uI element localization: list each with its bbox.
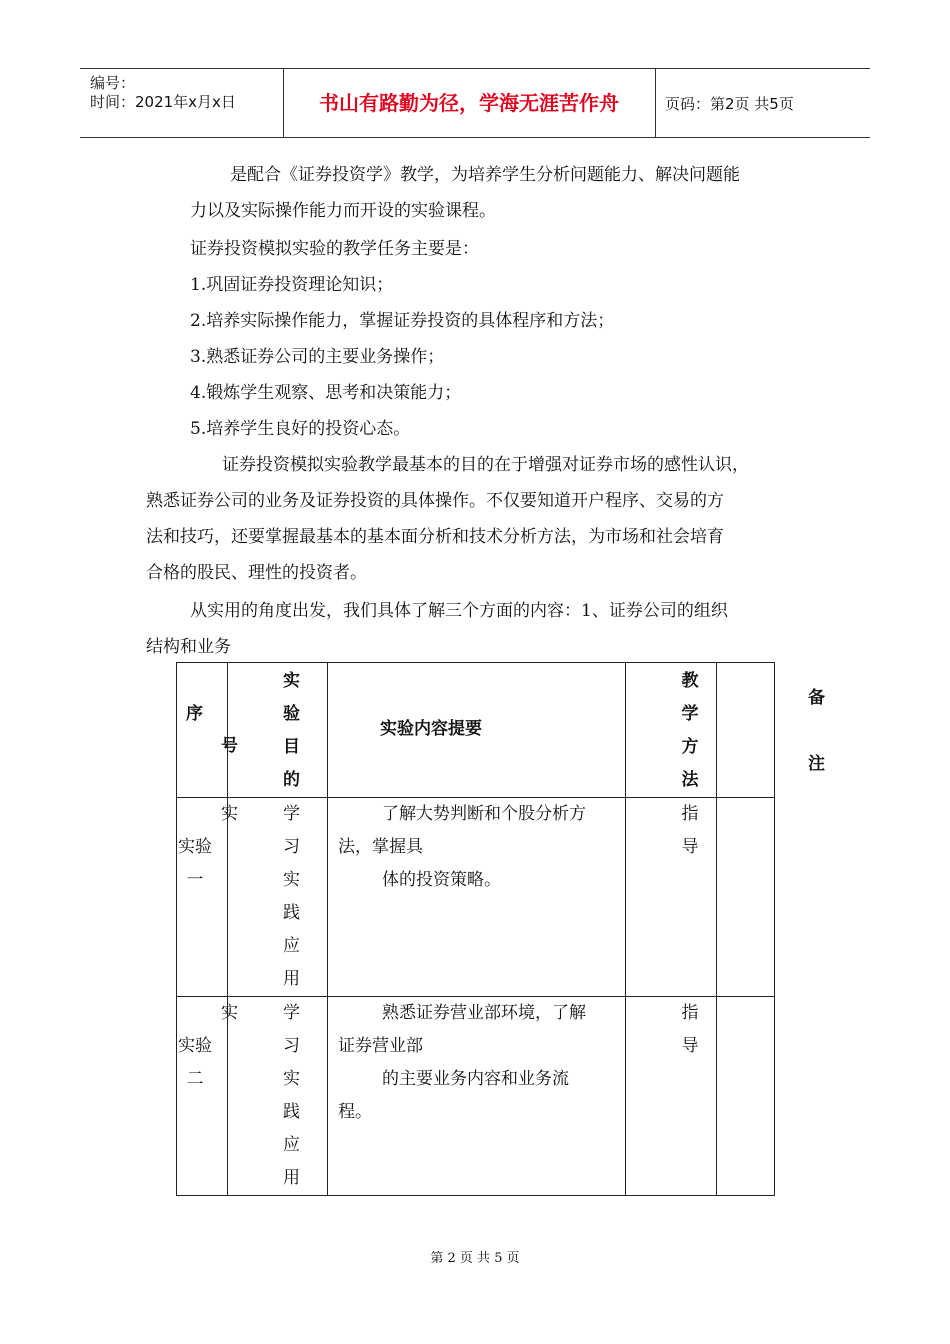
number-label: 编号： (90, 74, 136, 92)
paragraph-4-line-2: 结构和业务 (146, 637, 231, 657)
row-2-remark (717, 997, 775, 1196)
row-2-content-line-2: 证券营业部 (338, 1036, 423, 1056)
row-1-purpose (228, 798, 328, 997)
row-1-method-text: 指导 (681, 804, 699, 857)
row-2-seq (177, 997, 238, 1196)
experiment-table (176, 662, 825, 1196)
paragraph-3-line-1: 证券投资模拟实验教学最基本的目的在于增强对证券市场的感性认识， (222, 455, 749, 475)
row-2-content-line-1: 熟悉证券营业部环境，了解 (382, 1003, 586, 1023)
row-1-seq (177, 798, 238, 997)
paragraph-1-line-2: 力以及实际操作能力而开设的实验课程。 (190, 201, 496, 221)
page-header (80, 68, 870, 138)
row-1-purpose-text: 学习实践应用 (283, 804, 300, 989)
header-remark-b: 注 (808, 754, 825, 774)
header-motto: 书山有路勤为径，学海无涯苦作舟 (283, 69, 656, 137)
row-1-content-line-1: 了解大势判断和个股分析方 (382, 804, 586, 824)
list-item-4: 4.锻炼学生观察、思考和决策能力； (190, 383, 462, 403)
row-2-content-line-4: 程。 (338, 1102, 372, 1122)
list-item-5: 5.培养学生良好的投资心态。 (190, 419, 411, 439)
header-seq-b: 号 (221, 736, 238, 756)
row-2-content (328, 997, 626, 1196)
header-method (626, 663, 717, 798)
row-1-seq-top: 实 (221, 804, 238, 824)
list-item-1: 1.巩固证券投资理论知识； (190, 275, 394, 295)
row-1-content-line-2: 法，掌握具 (338, 837, 423, 857)
header-purpose (228, 663, 328, 798)
row-1-content (328, 798, 626, 997)
row-2-purpose-text: 学习实践应用 (283, 1003, 300, 1188)
header-content: 实验内容提要 (328, 663, 626, 798)
row-1-remark (717, 798, 775, 997)
paragraph-1-line-1: 是配合《证券投资学》教学，为培养学生分析问题能力、解决问题能 (230, 165, 740, 185)
paragraph-3-line-3: 法和技巧，还要掌握最基本的基本面分析和技术分析方法，为市场和社会培育 (146, 527, 724, 547)
row-1-method (626, 798, 717, 997)
header-meta (80, 69, 284, 137)
row-1-seq-text: 实验一 (178, 837, 212, 890)
header-purpose-text: 实验目的 (283, 671, 300, 790)
paragraph-4-line-1: 从实用的角度出发，我们具体了解三个方面的内容：1、证券公司的组织 (190, 601, 728, 621)
row-2-seq-text: 实验二 (178, 1036, 212, 1089)
paragraph-3-line-4: 合格的股民、理性的投资者。 (146, 563, 367, 583)
table-row (177, 798, 775, 997)
row-2-method (626, 997, 717, 1196)
header-page-label: 页码：第2页 共5页 (665, 95, 794, 113)
header-remark (717, 663, 825, 798)
paragraph-2: 证券投资模拟实验的教学任务主要是： (190, 239, 479, 259)
row-1-content-line-3: 体的投资策略。 (382, 870, 501, 890)
page-footer: 第 2 页 共 5 页 (430, 1251, 520, 1266)
row-2-purpose (228, 997, 328, 1196)
table-header-row (177, 663, 775, 798)
header-seq-a: 序 (186, 704, 203, 724)
list-item-3: 3.熟悉证券公司的主要业务操作； (190, 347, 445, 367)
row-2-method-text: 指导 (681, 1003, 699, 1056)
header-method-text: 教学方法 (681, 671, 699, 790)
row-2-seq-top: 实 (221, 1003, 238, 1023)
list-item-2: 2.培养实际操作能力，掌握证券投资的具体程序和方法； (190, 311, 615, 331)
time-label: 时间：2021年x月x日 (90, 93, 236, 111)
row-2-content-line-3: 的主要业务内容和业务流 (382, 1069, 569, 1089)
header-remark-a: 备 (808, 688, 825, 708)
header-seq (177, 663, 238, 798)
paragraph-3-line-2: 熟悉证券公司的业务及证券投资的具体操作。不仅要知道开户程序、交易的方 (146, 491, 724, 511)
table-row (177, 997, 775, 1196)
